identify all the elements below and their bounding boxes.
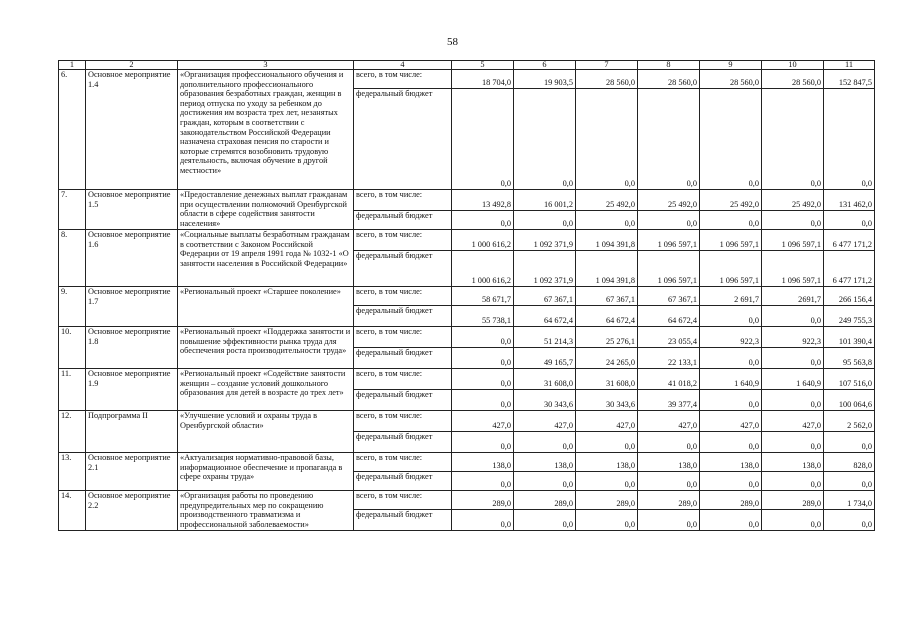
value-col-11: 6 477 171,2 xyxy=(824,230,875,251)
page-number: 58 xyxy=(447,36,458,48)
value-col-5: 0,0 xyxy=(452,510,514,531)
value-col-8: 64 672,4 xyxy=(638,306,700,327)
value-col-10: 2691,7 xyxy=(762,287,824,306)
value-col-5: 0,0 xyxy=(452,211,514,230)
value-col-11: 0,0 xyxy=(824,510,875,531)
funding-source: всего, в том числе: xyxy=(354,411,452,432)
value-col-9: 138,0 xyxy=(700,453,762,472)
value-col-9: 0,0 xyxy=(700,432,762,453)
table-row xyxy=(59,411,875,432)
measure-description: «Предоставление денежных выплат гражданам при осуществлении полномочий Оренбургской области в сфере содействия занятости населения» xyxy=(178,190,354,230)
funding-source: федеральный бюджет xyxy=(354,510,452,531)
value-col-9: 2 691,7 xyxy=(700,287,762,306)
funding-source: федеральный бюджет xyxy=(354,432,452,453)
row-number: 8. xyxy=(59,230,86,287)
value-col-10: 427,0 xyxy=(762,411,824,432)
value-col-8: 427,0 xyxy=(638,411,700,432)
measure-name: Основное мероприятие 1.9 xyxy=(86,369,178,411)
value-col-5: 18 704,0 xyxy=(452,70,514,89)
funding-source: всего, в том числе: xyxy=(354,190,452,211)
value-col-9: 0,0 xyxy=(700,89,762,190)
value-col-5: 1 000 616,2 xyxy=(452,251,514,287)
value-col-11: 107 516,0 xyxy=(824,369,875,390)
value-col-7: 28 560,0 xyxy=(576,70,638,89)
value-col-10: 0,0 xyxy=(762,390,824,411)
column-number-8: 8 xyxy=(638,61,700,70)
value-col-11: 100 064,6 xyxy=(824,390,875,411)
value-col-10: 0,0 xyxy=(762,472,824,491)
value-col-11: 0,0 xyxy=(824,89,875,190)
value-col-8: 0,0 xyxy=(638,432,700,453)
row-number: 13. xyxy=(59,453,86,491)
value-col-5: 0,0 xyxy=(452,432,514,453)
value-col-5: 1 000 616,2 xyxy=(452,230,514,251)
table-row xyxy=(59,230,875,251)
value-col-7: 24 265,0 xyxy=(576,348,638,369)
value-col-10: 0,0 xyxy=(762,510,824,531)
measure-description: «Региональный проект «Содействие занятости женщин – создание условий дошкольного образования для детей в возрасте до трех лет» xyxy=(178,369,354,411)
value-col-10: 0,0 xyxy=(762,211,824,230)
value-col-7: 0,0 xyxy=(576,211,638,230)
value-col-8: 39 377,4 xyxy=(638,390,700,411)
funding-source: всего, в том числе: xyxy=(354,230,452,251)
value-col-9: 427,0 xyxy=(700,411,762,432)
measure-name: Подпрограмма II xyxy=(86,411,178,453)
value-col-6: 19 903,5 xyxy=(514,70,576,89)
row-number: 7. xyxy=(59,190,86,230)
value-col-6: 0,0 xyxy=(514,211,576,230)
value-col-8: 41 018,2 xyxy=(638,369,700,390)
value-col-11: 266 156,4 xyxy=(824,287,875,306)
table-row xyxy=(59,327,875,348)
measure-name: Основное мероприятие 1.4 xyxy=(86,70,178,190)
value-col-8: 67 367,1 xyxy=(638,287,700,306)
funding-source: федеральный бюджет xyxy=(354,211,452,230)
measure-description: «Региональный проект «Старшее поколение» xyxy=(178,287,354,327)
column-number-4: 4 xyxy=(354,61,452,70)
column-number-11: 11 xyxy=(824,61,875,70)
value-col-11: 101 390,4 xyxy=(824,327,875,348)
row-number: 11. xyxy=(59,369,86,411)
budget-table xyxy=(58,60,875,531)
table-row xyxy=(59,70,875,89)
measure-description: «Актуализация нормативно-правовой базы, информационное обеспечение и пропаганда в сфере охраны труда» xyxy=(178,453,354,491)
funding-source: всего, в том числе: xyxy=(354,491,452,510)
value-col-9: 289,0 xyxy=(700,491,762,510)
value-col-7: 0,0 xyxy=(576,510,638,531)
column-number-10: 10 xyxy=(762,61,824,70)
funding-source: федеральный бюджет xyxy=(354,306,452,327)
value-col-7: 427,0 xyxy=(576,411,638,432)
value-col-8: 0,0 xyxy=(638,472,700,491)
value-col-10: 28 560,0 xyxy=(762,70,824,89)
value-col-6: 31 608,0 xyxy=(514,369,576,390)
funding-source: всего, в том числе: xyxy=(354,327,452,348)
value-col-9: 0,0 xyxy=(700,510,762,531)
value-col-7: 64 672,4 xyxy=(576,306,638,327)
value-col-7: 30 343,6 xyxy=(576,390,638,411)
column-number-1: 1 xyxy=(59,61,86,70)
value-col-6: 1 092 371,9 xyxy=(514,251,576,287)
column-number-3: 3 xyxy=(178,61,354,70)
value-col-10: 1 096 597,1 xyxy=(762,251,824,287)
value-col-11: 0,0 xyxy=(824,211,875,230)
value-col-7: 31 608,0 xyxy=(576,369,638,390)
value-col-11: 152 847,5 xyxy=(824,70,875,89)
measure-name: Основное мероприятие 1.5 xyxy=(86,190,178,230)
value-col-6: 0,0 xyxy=(514,472,576,491)
table-row xyxy=(59,453,875,472)
value-col-9: 0,0 xyxy=(700,390,762,411)
value-col-5: 0,0 xyxy=(452,89,514,190)
measure-name: Основное мероприятие 2.2 xyxy=(86,491,178,531)
value-col-6: 64 672,4 xyxy=(514,306,576,327)
funding-source: федеральный бюджет xyxy=(354,89,452,190)
value-col-9: 0,0 xyxy=(700,306,762,327)
value-col-11: 6 477 171,2 xyxy=(824,251,875,287)
value-col-6: 1 092 371,9 xyxy=(514,230,576,251)
value-col-7: 0,0 xyxy=(576,472,638,491)
value-col-7: 25 276,1 xyxy=(576,327,638,348)
measure-name: Основное мероприятие 1.7 xyxy=(86,287,178,327)
value-col-9: 0,0 xyxy=(700,472,762,491)
measure-description: «Социальные выплаты безработным гражданам в соответствии с Законом Российской Федерации от 19 апреля 1991 года № 1032-1 «О занятости населения в Российской Федерации» xyxy=(178,230,354,287)
value-col-8: 25 492,0 xyxy=(638,190,700,211)
value-col-7: 289,0 xyxy=(576,491,638,510)
value-col-10: 922,3 xyxy=(762,327,824,348)
funding-source: федеральный бюджет xyxy=(354,390,452,411)
value-col-11: 1 734,0 xyxy=(824,491,875,510)
column-number-2: 2 xyxy=(86,61,178,70)
value-col-6: 0,0 xyxy=(514,510,576,531)
value-col-5: 0,0 xyxy=(452,472,514,491)
value-col-5: 138,0 xyxy=(452,453,514,472)
value-col-5: 55 738,1 xyxy=(452,306,514,327)
value-col-6: 0,0 xyxy=(514,432,576,453)
value-col-5: 289,0 xyxy=(452,491,514,510)
funding-source: федеральный бюджет xyxy=(354,251,452,287)
funding-source: всего, в том числе: xyxy=(354,70,452,89)
value-col-5: 13 492,8 xyxy=(452,190,514,211)
value-col-7: 138,0 xyxy=(576,453,638,472)
value-col-9: 28 560,0 xyxy=(700,70,762,89)
value-col-9: 1 096 597,1 xyxy=(700,230,762,251)
value-col-11: 0,0 xyxy=(824,432,875,453)
value-col-9: 1 096 597,1 xyxy=(700,251,762,287)
table-row xyxy=(59,491,875,510)
value-col-8: 289,0 xyxy=(638,491,700,510)
value-col-8: 1 096 597,1 xyxy=(638,251,700,287)
value-col-8: 23 055,4 xyxy=(638,327,700,348)
value-col-9: 922,3 xyxy=(700,327,762,348)
value-col-9: 25 492,0 xyxy=(700,190,762,211)
row-number: 6. xyxy=(59,70,86,190)
value-col-6: 30 343,6 xyxy=(514,390,576,411)
row-number: 9. xyxy=(59,287,86,327)
value-col-6: 138,0 xyxy=(514,453,576,472)
value-col-5: 427,0 xyxy=(452,411,514,432)
funding-source: всего, в том числе: xyxy=(354,453,452,472)
value-col-11: 0,0 xyxy=(824,472,875,491)
value-col-11: 828,0 xyxy=(824,453,875,472)
value-col-6: 67 367,1 xyxy=(514,287,576,306)
value-col-7: 0,0 xyxy=(576,432,638,453)
value-col-10: 0,0 xyxy=(762,89,824,190)
value-col-8: 138,0 xyxy=(638,453,700,472)
funding-source: федеральный бюджет xyxy=(354,348,452,369)
value-col-10: 0,0 xyxy=(762,432,824,453)
value-col-8: 0,0 xyxy=(638,211,700,230)
value-col-8: 28 560,0 xyxy=(638,70,700,89)
measure-name: Основное мероприятие 1.8 xyxy=(86,327,178,369)
value-col-5: 0,0 xyxy=(452,348,514,369)
value-col-7: 67 367,1 xyxy=(576,287,638,306)
value-col-5: 58 671,7 xyxy=(452,287,514,306)
value-col-7: 25 492,0 xyxy=(576,190,638,211)
column-number-6: 6 xyxy=(514,61,576,70)
value-col-8: 22 133,1 xyxy=(638,348,700,369)
measure-description: «Улучшение условий и охраны труда в Оренбургской области» xyxy=(178,411,354,453)
table-row xyxy=(59,369,875,390)
value-col-11: 2 562,0 xyxy=(824,411,875,432)
measure-name: Основное мероприятие 1.6 xyxy=(86,230,178,287)
column-number-row xyxy=(59,61,875,70)
value-col-8: 0,0 xyxy=(638,510,700,531)
value-col-6: 0,0 xyxy=(514,89,576,190)
value-col-7: 0,0 xyxy=(576,89,638,190)
value-col-11: 131 462,0 xyxy=(824,190,875,211)
value-col-11: 249 755,3 xyxy=(824,306,875,327)
table-row xyxy=(59,190,875,211)
measure-name: Основное мероприятие 2.1 xyxy=(86,453,178,491)
value-col-9: 0,0 xyxy=(700,348,762,369)
column-number-7: 7 xyxy=(576,61,638,70)
value-col-9: 0,0 xyxy=(700,211,762,230)
value-col-8: 1 096 597,1 xyxy=(638,230,700,251)
value-col-10: 138,0 xyxy=(762,453,824,472)
value-col-6: 16 001,2 xyxy=(514,190,576,211)
measure-description: «Региональный проект «Поддержка занятости и повышение эффективности рынка труда для обеспечения роста производительности труда» xyxy=(178,327,354,369)
value-col-11: 95 563,8 xyxy=(824,348,875,369)
value-col-6: 289,0 xyxy=(514,491,576,510)
row-number: 14. xyxy=(59,491,86,531)
value-col-7: 1 094 391,8 xyxy=(576,251,638,287)
measure-description: «Организация профессионального обучения и дополнительного профессионального образования безработных граждан, женщин в период отпуска по уходу за ребенком до достижения им возраста трех лет, незанятых граждан, которым в соответствии с законодательством Российской Федерации назначена страховая пенсия по старости и которые стремятся возобновить трудовую деятельность, включая обучение в другой местности» xyxy=(178,70,354,190)
value-col-8: 0,0 xyxy=(638,89,700,190)
column-number-9: 9 xyxy=(700,61,762,70)
value-col-5: 0,0 xyxy=(452,390,514,411)
measure-description: «Организация работы по проведению предупредительных мер по сокращению производственного травматизма и профессиональной заболеваемости» xyxy=(178,491,354,531)
value-col-5: 0,0 xyxy=(452,369,514,390)
value-col-10: 1 096 597,1 xyxy=(762,230,824,251)
row-number: 12. xyxy=(59,411,86,453)
funding-source: всего, в том числе: xyxy=(354,369,452,390)
value-col-10: 0,0 xyxy=(762,306,824,327)
value-col-10: 0,0 xyxy=(762,348,824,369)
table-row xyxy=(59,287,875,306)
value-col-5: 0,0 xyxy=(452,327,514,348)
value-col-6: 51 214,3 xyxy=(514,327,576,348)
row-number: 10. xyxy=(59,327,86,369)
value-col-6: 49 165,7 xyxy=(514,348,576,369)
column-number-5: 5 xyxy=(452,61,514,70)
value-col-9: 1 640,9 xyxy=(700,369,762,390)
value-col-7: 1 094 391,8 xyxy=(576,230,638,251)
funding-source: федеральный бюджет xyxy=(354,472,452,491)
value-col-10: 289,0 xyxy=(762,491,824,510)
value-col-6: 427,0 xyxy=(514,411,576,432)
funding-source: всего, в том числе: xyxy=(354,287,452,306)
value-col-10: 1 640,9 xyxy=(762,369,824,390)
table-body xyxy=(59,61,875,531)
value-col-10: 25 492,0 xyxy=(762,190,824,211)
